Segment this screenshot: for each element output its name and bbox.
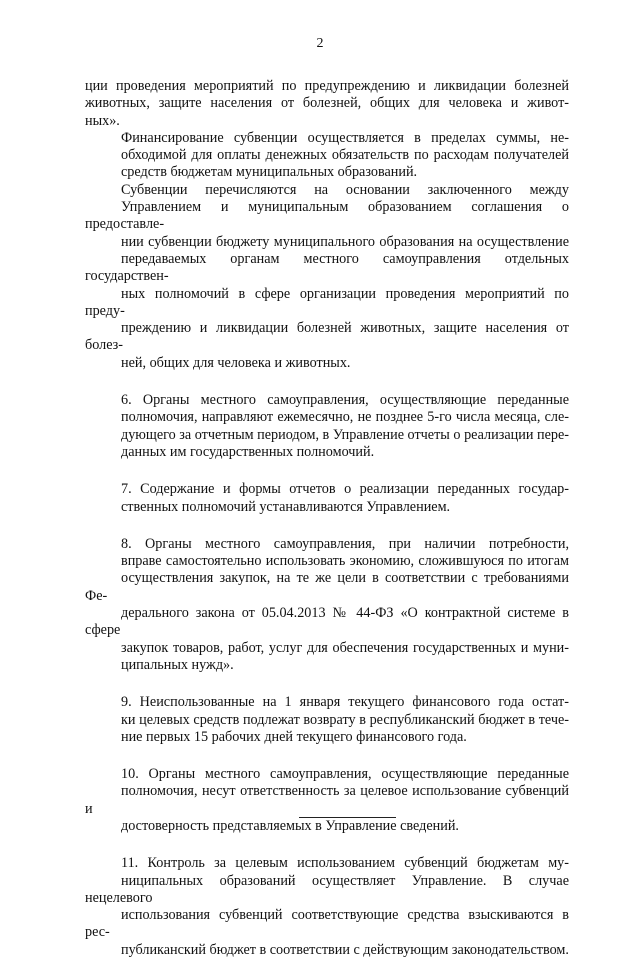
paragraph-item-9 xyxy=(85,694,569,746)
text-line: ципальных нужд». xyxy=(121,656,234,673)
text-line: ственных полномочий устанавливаются Управлением. xyxy=(121,498,451,515)
text-line: ние первых 15 рабочих дней текущего финансового года. xyxy=(121,728,467,745)
text-line: осуществления закупок, на те же цели в соответствии с требованиями Фе- xyxy=(85,570,569,604)
paragraph-item-7 xyxy=(85,481,569,516)
text-line: дерального закона от 05.04.2013 № 44-ФЗ «О контрактной системе в сфере xyxy=(85,605,569,639)
text-line: ки целевых средств подлежат возврату в республиканский бюджет в тече- xyxy=(121,711,569,728)
text-line: Финансирование субвенции осуществляется в пределах суммы, не- xyxy=(121,129,569,146)
text-line: Субвенции перечисляются на основании заключенного между xyxy=(121,181,569,198)
text-line: ных». xyxy=(85,112,120,129)
text-line: нии субвенции бюджету муниципального образования на осуществление xyxy=(121,233,569,250)
text-line: средств бюджетам муниципальных образований. xyxy=(121,164,418,181)
text-line: дующего за отчетным периодом, в Управление отчеты о реализации пере- xyxy=(121,426,569,443)
text-line: 11. Контроль за целевым использованием субвенций бюджетам му- xyxy=(121,855,569,872)
text-line: передаваемых органам местного самоуправления отдельных государствен- xyxy=(85,250,569,285)
paragraph-item-11 xyxy=(85,855,569,959)
text-line: 6. Органы местного самоуправления, осуществляющие переданные xyxy=(121,392,569,409)
text-line: закупок товаров, работ, услуг для обеспечения государственных и муни- xyxy=(121,639,569,656)
text-line: 10. Органы местного самоуправления, осуществляющие переданные xyxy=(121,766,569,783)
text-line: ных полномочий в сфере организации проведения мероприятий по преду- xyxy=(85,285,569,319)
document-body xyxy=(85,78,569,959)
paragraph-continuation xyxy=(85,78,569,130)
text-line: Управлением и муниципальным образованием соглашения о предоставле- xyxy=(85,199,569,233)
text-line: ней, общих для человека и животных. xyxy=(121,354,351,371)
page-number: 2 xyxy=(316,36,324,51)
text-line: вправе самостоятельно использовать экономию, сложившуюся по итогам xyxy=(121,553,569,570)
text-line: полномочия, несут ответственность за целевое использование субвенций и xyxy=(85,783,569,817)
text-line: обходимой для оплаты денежных обязательств по расходам получателей xyxy=(121,147,569,164)
text-line: преждению и ликвидации болезней животных, защите населения от болез- xyxy=(85,320,569,354)
paragraph-item-8 xyxy=(85,536,569,674)
paragraph-financing xyxy=(85,130,569,182)
text-line: использования субвенций соответствующие средства взыскиваются в рес- xyxy=(85,907,569,941)
text-line: ции проведения мероприятий по предупреждению и ликвидации болезней xyxy=(85,78,569,94)
paragraph-item-10 xyxy=(85,766,569,835)
text-line: животных, защите населения от болезней, общих для человека и живот- xyxy=(85,95,569,112)
text-line: данных им государственных полномочий. xyxy=(121,443,375,460)
text-line: 7. Содержание и формы отчетов о реализации переданных государ- xyxy=(121,481,569,498)
text-line: полномочия, направляют ежемесячно, не позднее 5-го числа месяца, сле- xyxy=(121,409,569,426)
paragraph-item-6 xyxy=(85,392,569,461)
text-line: 9. Неиспользованные на 1 января текущего финансового года остат- xyxy=(121,694,569,711)
paragraph-transfer xyxy=(85,182,569,372)
text-line: 8. Органы местного самоуправления, при наличии потребности, xyxy=(121,535,569,552)
text-line: достоверность представляемых в Управление сведений. xyxy=(121,817,459,834)
text-line: публиканский бюджет в соответствии с действующим законодательством. xyxy=(121,941,569,958)
text-line: ниципальных образований осуществляет Управление. В случае нецелевого xyxy=(85,872,569,906)
end-separator-line xyxy=(299,817,396,818)
